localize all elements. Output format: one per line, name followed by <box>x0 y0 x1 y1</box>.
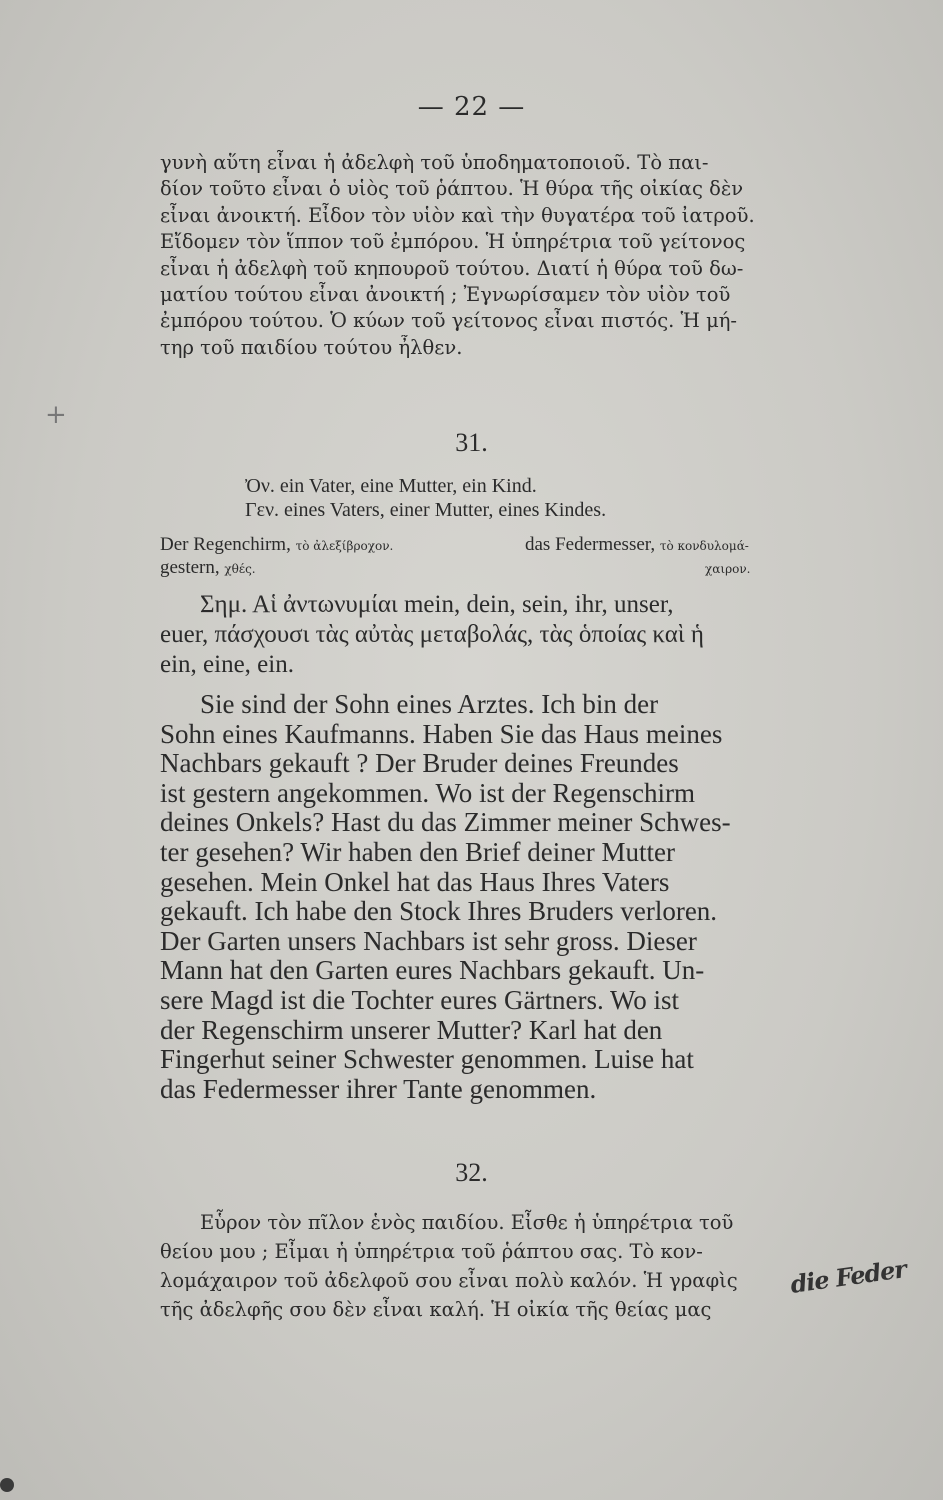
genitive-row: Γεν. eines Vaters, einer Mutter, eines Kindes. <box>245 499 607 521</box>
margin-mark: + <box>45 400 67 430</box>
handwritten-annotation: die Feder <box>788 1254 908 1299</box>
vocab-word: gestern, <box>160 557 220 578</box>
nominative-row: Ὀν. ein Vater, eine Mutter, ein Kind. <box>245 475 537 497</box>
text-line: Sie sind der Sohn eines Arztes. Ich bin der <box>200 690 659 719</box>
text-line: Nachbars gekauft ? Der Bruder deines Freundes <box>160 749 679 779</box>
text-line: der Regenschirm unserer Mutter? Karl hat den <box>160 1015 663 1045</box>
text-line: gesehen. Mein Onkel hat das Haus Ihres Vaters <box>160 867 670 897</box>
vocab-translation: χαιρον. <box>705 562 751 576</box>
vocabulary-box <box>160 534 880 582</box>
grammar-note <box>160 590 880 680</box>
text-line: Mann hat den Garten eures Nachbars gekauft. Un- <box>160 956 705 986</box>
text-line: εἶναι ἡ ἀδελφὴ τοῦ κηπουροῦ τούτου. Διατί ἡ θύρα τοῦ δω- <box>160 256 744 280</box>
text-line: θείου μου ; Εἶμαι ἡ ὑπηρέτρια τοῦ ῥάπτου σας. Τὸ κον- <box>160 1240 703 1263</box>
vocab-right <box>525 534 750 580</box>
section-31-heading: 31. <box>455 428 488 457</box>
text-line: τῆς ἀδελφῆς σου δὲν εἶναι καλή. Ἡ οἰκία τῆς θείας μας <box>160 1298 712 1321</box>
german-exercise <box>160 690 880 1104</box>
section-32-heading: 32. <box>455 1158 488 1187</box>
vocab-translation: χθές. <box>224 562 256 576</box>
text-line: euer, πάσχουσι τὰς αὐτὰς μεταβολάς, τὰς ὁποίας καὶ ἡ <box>160 621 704 648</box>
text-line: δίον τοῦτο εἶναι ὁ υἱὸς τοῦ ῥάπτου. Ἡ θύρα τῆς οἰκίας δὲν <box>160 177 744 201</box>
page-number: — 22 — <box>417 92 526 122</box>
text-line: γυνὴ αὕτη εἶναι ἡ ἀδελφὴ τοῦ ὑποδηματοποιοῦ. Τὸ παι- <box>160 151 709 174</box>
text-line: Der Garten unsers Nachbars ist sehr gross. Dieser <box>160 926 697 956</box>
text-line: Εἴδομεν τὸν ἵππον τοῦ ἐμπόρου. Ἡ ὑπηρέτρια τοῦ γείτονος <box>160 230 746 254</box>
greek-intro-paragraph <box>160 150 880 361</box>
greek-exercise-32 <box>160 1208 880 1324</box>
text-line: λομάχαιρον τοῦ ἀδελφοῦ σου εἶναι πολὺ καλόν. Ἡ γραφὶς <box>160 1269 738 1292</box>
text-line: ein, eine, ein. <box>160 651 294 678</box>
text-line: das Federmesser ihrer Tante genommen. <box>160 1074 597 1104</box>
text-line: Σημ. Αἱ ἀντωνυμίαι mein, dein, sein, ihr, unser, <box>200 591 674 618</box>
vocab-left <box>160 534 393 580</box>
text-line: τηρ τοῦ παιδίου τούτου ἦλθεν. <box>160 335 463 359</box>
vocab-word: Der Regenchirm, <box>160 534 291 555</box>
text-line: Sohn eines Kaufmanns. Haben Sie das Haus meines <box>160 719 723 749</box>
text-line: ἐμπόρου τούτου. Ὁ κύων τοῦ γείτονος εἶναι πιστός. Ἡ μή- <box>160 309 738 333</box>
text-line: sere Magd ist die Tochter eures Gärtners. Wo ist <box>160 985 680 1015</box>
text-line: ter gesehen? Wir haben den Brief deiner Mutter <box>160 837 675 867</box>
vocab-translation: τὸ ἀλεξίβροχον. <box>295 539 394 553</box>
text-line: Fingerhut seiner Schwester genommen. Luise hat <box>160 1045 694 1075</box>
vocab-translation: τὸ κονδυλομά- <box>659 539 749 553</box>
vocab-word: das Federmesser, <box>525 534 656 555</box>
text-line: gekauft. Ich habe den Stock Ihres Bruders verloren. <box>160 897 718 927</box>
declension-paradigm <box>160 474 880 522</box>
text-line: Εὗρον τὸν πῖλον ἑνὸς παιδίου. Εἶσθε ἡ ὑπηρέτρια τοῦ <box>200 1211 734 1234</box>
ink-spot <box>0 1478 14 1492</box>
text-line: deines Onkels? Hast du das Zimmer meiner Schwes- <box>160 808 731 838</box>
text-line: ματίου τούτου εἶναι ἀνοικτή ; Ἐγνωρίσαμεν τὸν υἱὸν τοῦ <box>160 283 731 307</box>
text-line: εἶναι ἀνοικτή. Εἶδον τὸν υἱὸν καὶ τὴν θυγατέρα τοῦ ἰατροῦ. <box>160 203 755 227</box>
text-line: ist gestern angekommen. Wo ist der Regenschirm <box>160 778 695 808</box>
